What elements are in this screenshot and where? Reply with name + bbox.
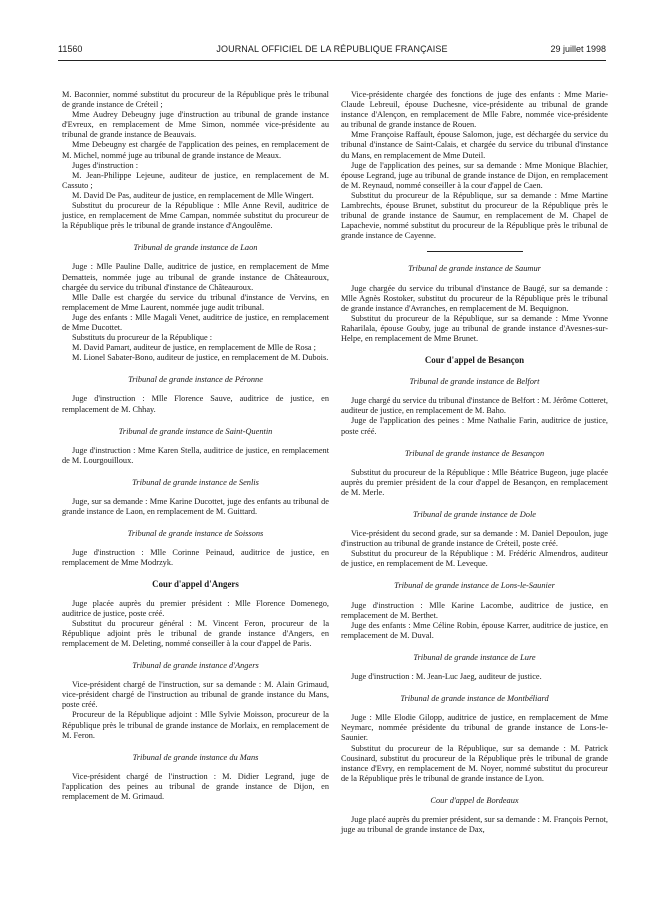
- tribunal-heading: Tribunal de grande instance de Lons-le-Saunier: [394, 581, 555, 591]
- paragraph: Juge, sur sa demande : Mme Karine Ducottet, juge des enfants au tribunal de grande instance de Laon, en remplacement de M. Guittard.: [62, 497, 329, 517]
- tribunal-heading: Tribunal de grande instance de Saint-Quentin: [118, 426, 273, 436]
- paragraph: Juge d'instruction : Mlle Corinne Peinaud, auditrice de justice, en remplacement de Mme Modrzyk.: [62, 548, 329, 568]
- tribunal-heading: Tribunal de grande instance de Péronne: [128, 375, 263, 385]
- journal-title: JOURNAL OFFICIEL DE LA RÉPUBLIQUE FRANÇAISE: [216, 44, 448, 54]
- paragraph: M. Baconnier, nommé substitut du procureur de la République près le tribunal de grande instance de Créteil ;: [62, 90, 329, 110]
- paragraph: Vice-président chargé de l'instruction : M. Didier Legrand, juge de l'application des peines au tribunal de grande instance de Dijon, en remplacement de M. Grimaud.: [62, 771, 329, 801]
- paragraph: Vice-président du second grade, sur sa demande : M. Daniel Depoulon, juge d'instruction au tribunal de grande instance de Créteil, poste créé.: [341, 529, 608, 549]
- paragraph: Vice-président chargé de l'instruction, sur sa demande : M. Alain Grimaud, vice-président chargé de l'instruction au tribunal de grande instance du Mans, poste créé.: [62, 680, 329, 710]
- court-heading: Cour d'appel d'Angers: [152, 579, 239, 590]
- tribunal-heading: Tribunal de grande instance de Lure: [413, 652, 536, 662]
- paragraph: Juge d'instruction : Mlle Karine Lacombe, auditrice de justice, en remplacement de M. Berthet.: [341, 600, 608, 620]
- paragraph: Juge : Mlle Pauline Dalle, auditrice de justice, en remplacement de Mme Dematteis, nommée juge au tribunal de grande instance de Châteauroux, chargée du service du tribunal d'instance de Châteauroux.: [62, 262, 329, 292]
- paragraph: Mme Françoise Raffault, épouse Salomon, juge, est déchargée du service du tribunal d'instance de Saint-Calais, et chargée du service du tribunal d'instance du Mans, en remplacement de Mme Duteil.: [341, 130, 608, 160]
- right-column: [341, 90, 608, 835]
- paragraph: Juge placée auprès du premier président : Mlle Florence Domenego, auditrice de justice, poste créé.: [62, 598, 329, 618]
- paragraph: Juge d'instruction : Mlle Florence Sauve, auditrice de justice, en remplacement de M. Chhay.: [62, 394, 329, 414]
- tribunal-heading: Tribunal de grande instance d'Angers: [132, 661, 259, 671]
- paragraph: Mme Debeugny est chargée de l'application des peines, en remplacement de M. Michel, nommé juge au tribunal de grande instance de Meaux.: [62, 140, 329, 160]
- left-column: [62, 90, 329, 802]
- paragraph: Substitut du procureur de la République, sur sa demande : Mme Martine Lambrechts, épouse Brunet, substitut du procureur de la République près le tribunal de grande instance de Saumur, en remplacement de M. Chapel de Lapachevie, nommé substitut du procureur de la République près le tribunal de grande instance de Cayenne.: [341, 190, 608, 241]
- tribunal-heading: Tribunal de grande instance de Saumur: [408, 264, 541, 274]
- tribunal-heading: Tribunal de grande instance de Belfort: [409, 377, 540, 387]
- page-header: [58, 44, 606, 58]
- paragraph: Juges d'instruction :: [72, 160, 139, 170]
- paragraph: M. David De Pas, auditeur de justice, en remplacement de Mlle Wingert.: [72, 190, 314, 200]
- page-number: 11560: [58, 44, 83, 54]
- paragraph: M. Jean-Philippe Lejeune, auditeur de justice, en remplacement de M. Cassuto ;: [62, 170, 329, 190]
- publication-date: 29 juillet 1998: [550, 44, 606, 54]
- paragraph: Juge chargé du service du tribunal d'instance de Belfort : M. Jérôme Cotteret, auditeur de justice, en remplacement de M. Baho.: [341, 396, 608, 416]
- tribunal-heading: Tribunal de grande instance de Besançon: [404, 448, 545, 458]
- header-rule: [58, 60, 606, 61]
- tribunal-heading: Tribunal de grande instance de Soissons: [127, 529, 264, 539]
- court-heading: Cour d'appel de Besançon: [424, 355, 525, 366]
- tribunal-heading: Tribunal de grande instance de Laon: [133, 243, 258, 253]
- paragraph: Procureur de la République adjoint : Mlle Sylvie Moisson, procureur de la République près le tribunal de grande instance de Morlaix, en remplacement de M. Feron.: [62, 710, 329, 740]
- paragraph: Mlle Dalle est chargée du service du tribunal d'instance de Vervins, en remplacement de Mme Laurent, nommée juge audit tribunal.: [62, 292, 329, 312]
- paragraph: Substitut du procureur de la République, sur sa demande : Mme Yvonne Raharilala, épouse Gouby, juge au tribunal de grande instance d'Avesnes-sur-Helpe, en remplacement de Mme Brunet.: [341, 313, 608, 343]
- tribunal-heading: Tribunal de grande instance de Senlis: [132, 477, 259, 487]
- paragraph: Juge placé auprès du premier président, sur sa demande : M. François Pernot, juge au tribunal de grande instance de Dax,: [341, 814, 608, 835]
- paragraph: Substitut du procureur de la République : Mlle Anne Revil, auditrice de justice, en remplacement de Mme Campan, nommée substitut du procureur de la République près le tribunal de grande instance d'Angoulême.: [62, 201, 329, 231]
- paragraph: Juge d'instruction : Mme Karen Stella, auditrice de justice, en remplacement de M. Lourgouilloux.: [62, 445, 329, 465]
- paragraph: Juge : Mlle Elodie Gilopp, auditrice de justice, en remplacement de Mme Neymarc, nommée présidente du tribunal de grande instance de Lons-le-Saunier.: [341, 713, 608, 743]
- paragraph: M. Lionel Sabater-Bono, auditeur de justice, en remplacement de M. Dubois.: [72, 353, 329, 363]
- paragraph: Juge des enfants : Mme Céline Robin, épouse Karrer, auditrice de justice, en remplacement de M. Duval.: [341, 620, 608, 640]
- paragraph: Juge de l'application des peines : Mme Nathalie Farin, auditrice de justice, poste créé.: [341, 416, 608, 436]
- tribunal-heading: Tribunal de grande instance du Mans: [132, 752, 259, 762]
- paragraph: Substitut du procureur de la République : M. Frédéric Almendros, auditeur de justice, en remplacement de M. Leveque.: [341, 549, 608, 569]
- paragraph: Substitut du procureur de la République, sur sa demande : M. Patrick Cousinard, substitut du procureur de la République près le tribunal de grande instance d'Evry, en remplacement de M. Noyer, nommé substitut du procureur de la République près le tribunal de grande instance de Lyon.: [341, 743, 608, 783]
- paragraph: Mme Audrey Debeugny juge d'instruction au tribunal de grande instance d'Evreux, en remplacement de Mme Simon, nommée vice-présidente au tribunal de grande instance de Beauvais.: [62, 110, 329, 140]
- paragraph: Substitut du procureur de la République : Mlle Béatrice Bugeon, juge placée auprès du premier président de la cour d'appel de Besançon, en remplacement de M. Merle.: [341, 467, 608, 497]
- paragraph: Juge des enfants : Mlle Magali Venet, auditrice de justice, en remplacement de Mme Ducottet.: [62, 312, 329, 332]
- paragraph: Juge d'instruction : M. Jean-Luc Jaeg, auditeur de justice.: [351, 672, 542, 682]
- tribunal-heading: Tribunal de grande instance de Dole: [412, 510, 537, 519]
- paragraph: Juge chargée du service du tribunal d'instance de Baugé, sur sa demande : Mlle Agnès Rostoker, substitut du procureur de la République près le tribunal de grande instance d'Avranches, en remplacement de M. Bequignon.: [341, 283, 608, 313]
- paragraph: Substituts du procureur de la République :: [72, 333, 213, 343]
- section-divider: [427, 251, 523, 252]
- paragraph: Juge de l'application des peines, sur sa demande : Mme Monique Blachier, épouse Legrand, juge au tribunal de grande instance de Dijon, en remplacement de M. Reynaud, nommé conseiller à la cour d'appel de Caen.: [341, 160, 608, 190]
- paragraph: M. David Pamart, auditeur de justice, en remplacement de Mlle de Rosa ;: [72, 343, 316, 353]
- tribunal-heading: Tribunal de grande instance de Montbéliard: [400, 694, 549, 704]
- paragraph: Vice-présidente chargée des fonctions de juge des enfants : Mme Marie-Claude Lebreuil, épouse Duchesne, vice-présidente au tribunal de grande instance d'Alençon, en remplacement de Mlle Fabre, nommée vice-présidente au tribunal de grande instance de Rouen.: [341, 90, 608, 130]
- tribunal-heading: Cour d'appel de Bordeaux: [430, 795, 519, 805]
- paragraph: Substitut du procureur général : M. Vincent Feron, procureur de la République adjoint près le tribunal de grande instance d'Angers, en remplacement de M. Deleting, nommé conseiller à la cour d'appel de Paris.: [62, 618, 329, 648]
